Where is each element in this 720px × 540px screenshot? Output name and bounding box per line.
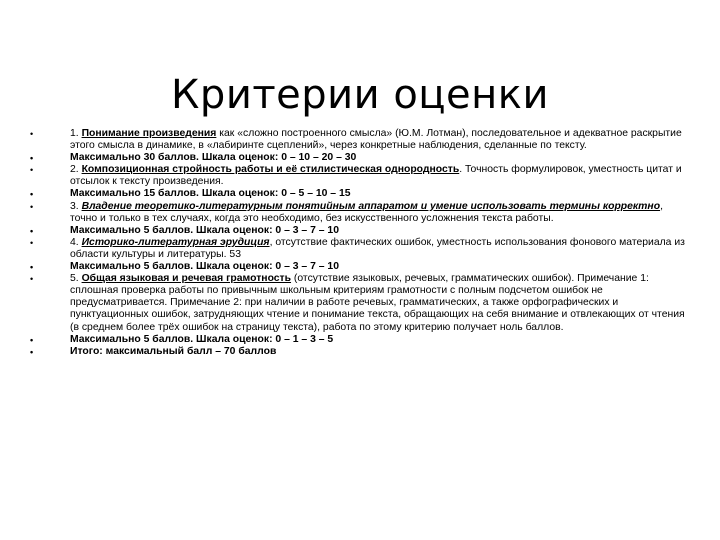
criterion-name: Историко-литературная эрудиция <box>81 236 270 248</box>
criterion-item-4 <box>30 237 686 261</box>
bullet-icon: • <box>30 237 34 248</box>
score-text: Максимально 5 баллов. Шкала оценок: 0 – 1 – 3 – 5 <box>70 333 334 345</box>
criterion-name: Владение теоретико-литературным понятийным аппаратом и умение использовать термины корректно <box>81 200 661 212</box>
criterion-item-1 <box>30 128 686 152</box>
bullet-icon: • <box>30 129 34 139</box>
score-line-4 <box>30 261 686 273</box>
bullet-icon: • <box>30 153 34 164</box>
criterion-number: 5. <box>70 273 82 285</box>
score-line-5 <box>30 334 686 346</box>
bullet-icon: • <box>30 225 34 236</box>
total-text: Итого: максимальный балл – 70 баллов <box>70 345 277 357</box>
score-text: Максимально 15 баллов. Шкала оценок: 0 – 5 – 10 – 15 <box>70 188 351 200</box>
criterion-description: , точно и только в тех случаях, когда это необходимо, без искусственного усложнения текста работы. <box>70 200 663 224</box>
score-line-1 <box>30 152 686 164</box>
bullet-icon: • <box>30 262 34 273</box>
criterion-number: 3. <box>70 200 82 212</box>
score-line-2 <box>30 188 686 200</box>
criterion-number: 1. <box>70 128 82 139</box>
criterion-name: Понимание произведения <box>81 128 217 139</box>
criterion-item-3 <box>30 201 686 225</box>
criterion-number: 2. <box>70 164 82 176</box>
criterion-number: 4. <box>70 236 82 248</box>
bullet-icon: • <box>30 165 34 176</box>
score-text: Максимально 5 баллов. Шкала оценок: 0 – 3 – 7 – 10 <box>70 224 339 236</box>
criterion-item-2 <box>30 164 686 188</box>
criterion-description: как «сложно построенного смысла» (Ю.М. Лотман), последовательное и адекватное раскрытие этого смысла в динамике, в «лабиринте сцеплений», через конкретные наблюдения, сделанные по тексту. <box>70 128 682 152</box>
criteria-list <box>30 128 686 358</box>
bullet-icon: • <box>30 346 34 357</box>
score-line-3 <box>30 225 686 237</box>
criterion-name: Композиционная стройность работы и её стилистическая однородность <box>81 164 460 176</box>
bullet-icon: • <box>30 334 34 345</box>
slide-title: Критерии оценки <box>171 71 549 118</box>
criterion-item-5 <box>30 273 686 333</box>
total-line <box>30 346 686 358</box>
criterion-description: , отсутствие фактических ошибок, уместность использования фонового материала из области культуры и литературы. 53 <box>70 236 685 260</box>
criterion-description: . Точность формулировок, уместность цитат и отсылок к тексту произведения. <box>70 164 682 188</box>
bullet-icon: • <box>30 201 34 212</box>
criterion-name: Общая языковая и речевая грамотность <box>81 273 292 285</box>
score-text: Максимально 30 баллов. Шкала оценок: 0 – 10 – 20 – 30 <box>70 152 357 164</box>
score-text: Максимально 5 баллов. Шкала оценок: 0 – 3 – 7 – 10 <box>70 261 339 273</box>
criterion-description: (отсутствие языковых, речевых, грамматических ошибок). Примечание 1: сплошная проверка работы по привычным школьным критериям грамотности с полным подсчетом ошибок не предусматривается. Примечание 2: при наличии в работе речевых, грамматических, а также орфографических и пунктуационных ошибок, затрудняющих чтение и понимание текста, обращающих на себя внимание и отвлекающих от чтения (в среднем более трёх ошибок на страницу текста), работа по этому критерию получает ноль баллов. <box>70 273 685 333</box>
bullet-icon: • <box>30 274 34 285</box>
bullet-icon: • <box>30 189 34 200</box>
